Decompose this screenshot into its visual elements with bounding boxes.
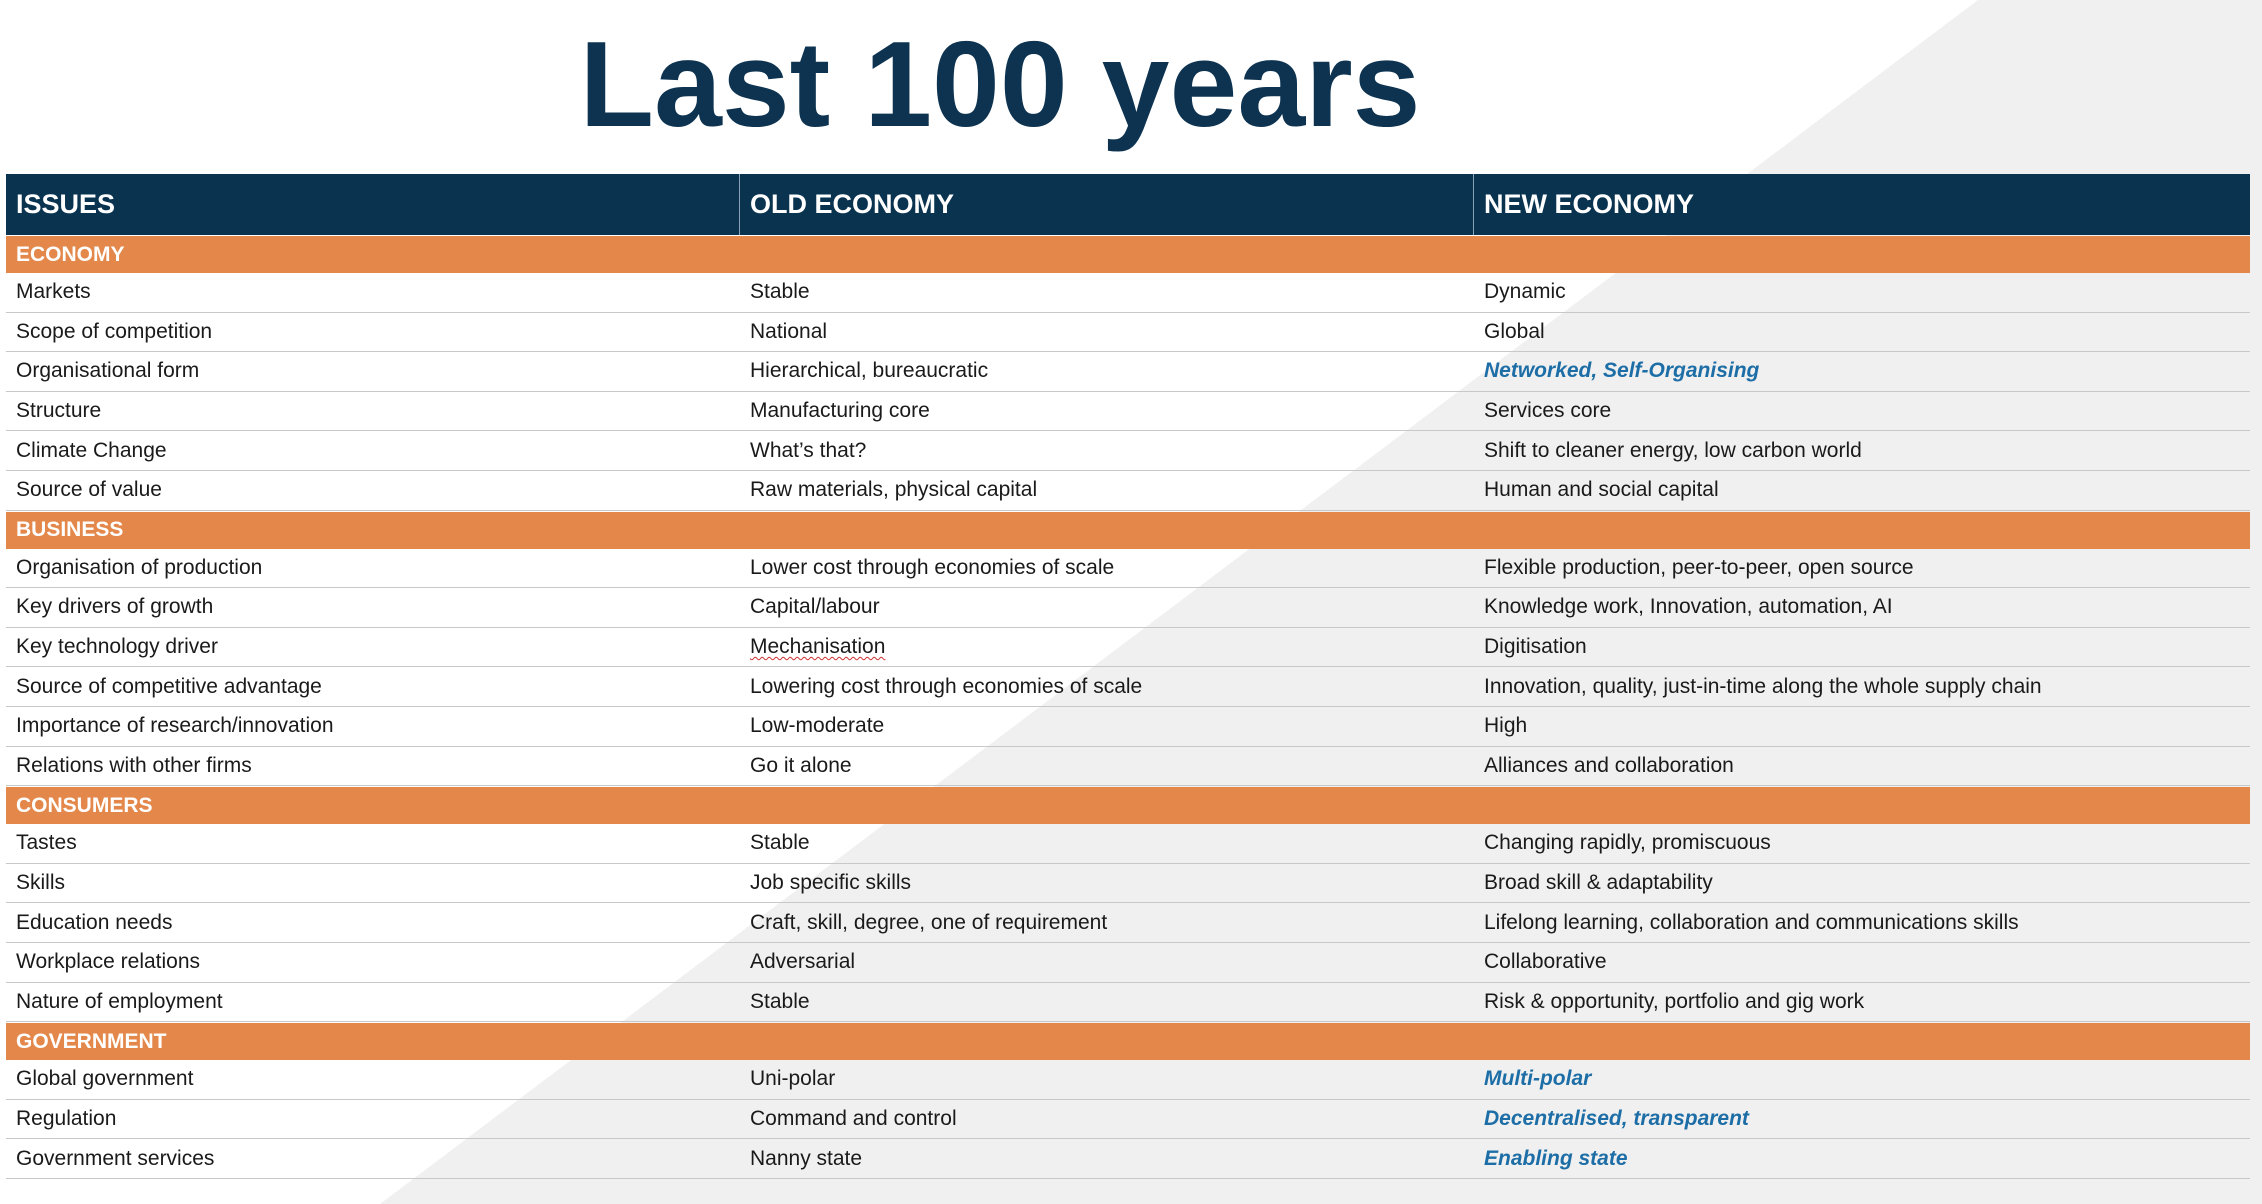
new-economy-cell <box>1474 983 2250 1022</box>
table-row <box>6 983 2250 1023</box>
old-economy-cell <box>740 431 1474 470</box>
issue-cell-text: Workplace relations <box>16 950 201 974</box>
section-header-government: GOVERNMENT <box>6 1023 2250 1060</box>
issue-cell-text: Source of value <box>16 478 162 502</box>
table-body <box>6 236 2250 1179</box>
old-economy-cell <box>740 588 1474 627</box>
issue-cell <box>6 1100 740 1139</box>
issue-cell-text: Key technology driver <box>16 635 218 659</box>
new-economy-cell-text: Services core <box>1484 399 1612 423</box>
table-row <box>6 903 2250 943</box>
new-economy-cell <box>1474 273 2250 312</box>
old-economy-cell-text: Stable <box>750 989 810 1013</box>
old-economy-cell <box>740 824 1474 863</box>
new-economy-cell-text: Enabling state <box>1484 1146 1628 1170</box>
old-economy-cell-text: Go it alone <box>750 753 852 777</box>
header-old-economy: OLD ECONOMY <box>740 174 1474 235</box>
issue-cell <box>6 864 740 903</box>
new-economy-cell-text: Broad skill & adaptability <box>1484 871 1713 895</box>
table-row <box>6 431 2250 471</box>
issue-cell-text: Tastes <box>16 831 77 855</box>
issue-cell-text: Markets <box>16 280 91 304</box>
issue-cell <box>6 1139 740 1178</box>
issue-cell-text: Organisational form <box>16 359 200 383</box>
issue-cell-text: Importance of research/innovation <box>16 714 334 738</box>
old-economy-cell <box>740 943 1474 982</box>
issue-cell <box>6 824 740 863</box>
table-row <box>6 313 2250 353</box>
header-issues: ISSUES <box>6 174 740 235</box>
old-economy-cell-text: Raw materials, physical capital <box>750 478 1038 502</box>
new-economy-cell-text: Shift to cleaner energy, low carbon world <box>1484 438 1862 462</box>
table-header <box>6 174 2250 235</box>
issue-cell-text: Organisation of production <box>16 555 263 579</box>
old-economy-cell <box>740 903 1474 942</box>
issue-cell-text: Global government <box>16 1067 194 1091</box>
old-economy-cell-text: Lowering cost through economies of scale <box>750 674 1143 698</box>
issue-cell <box>6 588 740 627</box>
old-economy-cell-text: Craft, skill, degree, one of requirement <box>750 910 1108 934</box>
new-economy-cell-text: Collaborative <box>1484 950 1607 974</box>
issue-cell-text: Source of competitive advantage <box>16 674 322 698</box>
new-economy-cell <box>1474 352 2250 391</box>
new-economy-cell <box>1474 943 2250 982</box>
issue-cell <box>6 667 740 706</box>
table-row <box>6 588 2250 628</box>
table-row <box>6 1139 2250 1179</box>
new-economy-cell <box>1474 667 2250 706</box>
old-economy-cell-text: Command and control <box>750 1106 957 1130</box>
issue-cell <box>6 903 740 942</box>
old-economy-cell <box>740 983 1474 1022</box>
table-row <box>6 747 2250 787</box>
table-row <box>6 864 2250 904</box>
old-economy-cell-text: Job specific skills <box>750 871 912 895</box>
old-economy-cell-text: Stable <box>750 831 810 855</box>
table-row <box>6 628 2250 668</box>
new-economy-cell <box>1474 747 2250 786</box>
old-economy-cell <box>740 667 1474 706</box>
old-economy-cell-text: Adversarial <box>750 950 856 974</box>
new-economy-cell <box>1474 903 2250 942</box>
new-economy-cell <box>1474 392 2250 431</box>
old-economy-cell <box>740 628 1474 667</box>
new-economy-cell-text: Human and social capital <box>1484 478 1719 502</box>
issue-cell-text: Regulation <box>16 1106 117 1130</box>
issue-cell <box>6 392 740 431</box>
issue-cell <box>6 313 740 352</box>
old-economy-cell <box>740 313 1474 352</box>
old-economy-cell-text: Lower cost through economies of scale <box>750 555 1115 579</box>
old-economy-cell-text: Manufacturing core <box>750 399 930 423</box>
new-economy-cell <box>1474 471 2250 510</box>
new-economy-cell <box>1474 431 2250 470</box>
new-economy-cell <box>1474 313 2250 352</box>
old-economy-cell <box>740 864 1474 903</box>
new-economy-cell <box>1474 588 2250 627</box>
issue-cell <box>6 471 740 510</box>
section-header-economy: ECONOMY <box>6 236 2250 273</box>
new-economy-cell <box>1474 824 2250 863</box>
old-economy-cell-text: Hierarchical, bureaucratic <box>750 359 989 383</box>
table-row <box>6 549 2250 589</box>
new-economy-cell-text: Digitisation <box>1484 635 1587 659</box>
new-economy-cell-text: High <box>1484 714 1528 738</box>
old-economy-cell <box>740 392 1474 431</box>
issue-cell <box>6 431 740 470</box>
new-economy-cell <box>1474 864 2250 903</box>
new-economy-cell <box>1474 1139 2250 1178</box>
issue-cell-text: Relations with other firms <box>16 753 252 777</box>
new-economy-cell-text: Networked, Self-Organising <box>1484 359 1760 383</box>
issue-cell-text: Nature of employment <box>16 989 223 1013</box>
table-row <box>6 392 2250 432</box>
issue-cell-text: Scope of competition <box>16 319 213 343</box>
old-economy-cell <box>740 707 1474 746</box>
old-economy-cell-text: National <box>750 319 828 343</box>
section-header-consumers: CONSUMERS <box>6 787 2250 824</box>
issue-cell <box>6 273 740 312</box>
issue-cell <box>6 707 740 746</box>
old-economy-cell-text: Capital/labour <box>750 595 880 619</box>
old-economy-cell <box>740 747 1474 786</box>
old-economy-cell <box>740 549 1474 588</box>
new-economy-cell-text: Flexible production, peer-to-peer, open source <box>1484 555 1914 579</box>
new-economy-cell-text: Risk & opportunity, portfolio and gig work <box>1484 989 1865 1013</box>
issue-cell <box>6 628 740 667</box>
new-economy-cell <box>1474 707 2250 746</box>
table-row <box>6 273 2250 313</box>
old-economy-cell-text: What’s that? <box>750 438 867 462</box>
new-economy-cell-text: Alliances and collaboration <box>1484 753 1734 777</box>
issue-cell <box>6 549 740 588</box>
old-economy-cell-text: Stable <box>750 280 810 304</box>
comparison-table <box>6 174 2250 1179</box>
new-economy-cell-text: Knowledge work, Innovation, automation, AI <box>1484 595 1893 619</box>
table-row <box>6 471 2250 511</box>
table-row <box>6 707 2250 747</box>
old-economy-cell-text: Uni-polar <box>750 1067 836 1091</box>
new-economy-cell <box>1474 1060 2250 1099</box>
new-economy-cell-text: Lifelong learning, collaboration and communications skills <box>1484 910 2019 934</box>
table-row <box>6 1060 2250 1100</box>
issue-cell <box>6 983 740 1022</box>
new-economy-cell-text: Innovation, quality, just-in-time along the whole supply chain <box>1484 674 2042 698</box>
issue-cell <box>6 1060 740 1099</box>
new-economy-cell <box>1474 549 2250 588</box>
new-economy-cell <box>1474 1100 2250 1139</box>
old-economy-cell <box>740 471 1474 510</box>
old-economy-cell <box>740 1139 1474 1178</box>
old-economy-cell <box>740 273 1474 312</box>
new-economy-cell-text: Changing rapidly, promiscuous <box>1484 831 1771 855</box>
issue-cell-text: Key drivers of growth <box>16 595 214 619</box>
issue-cell <box>6 943 740 982</box>
new-economy-cell <box>1474 628 2250 667</box>
table-row <box>6 1100 2250 1140</box>
old-economy-cell-text: Low-moderate <box>750 714 885 738</box>
old-economy-cell-text: Mechanisation <box>750 635 886 659</box>
new-economy-cell-text: Dynamic <box>1484 280 1566 304</box>
header-new-economy: NEW ECONOMY <box>1484 189 1695 219</box>
table-row <box>6 667 2250 707</box>
new-economy-cell-text: Global <box>1484 319 1545 343</box>
issue-cell <box>6 747 740 786</box>
new-economy-cell-text: Decentralised, transparent <box>1484 1106 1749 1130</box>
table-row <box>6 943 2250 983</box>
issue-cell <box>6 352 740 391</box>
issue-cell-text: Skills <box>16 871 66 895</box>
page-title: Last 100 years <box>579 16 1421 152</box>
old-economy-cell <box>740 1060 1474 1099</box>
table-row <box>6 352 2250 392</box>
old-economy-cell-text: Nanny state <box>750 1146 863 1170</box>
issue-cell-text: Education needs <box>16 910 173 934</box>
new-economy-cell-text: Multi-polar <box>1484 1067 1592 1091</box>
table-row <box>6 824 2250 864</box>
section-header-business: BUSINESS <box>6 512 2250 549</box>
issue-cell-text: Structure <box>16 399 102 423</box>
old-economy-cell <box>740 352 1474 391</box>
issue-cell-text: Government services <box>16 1146 215 1170</box>
issue-cell-text: Climate Change <box>16 438 167 462</box>
old-economy-cell <box>740 1100 1474 1139</box>
